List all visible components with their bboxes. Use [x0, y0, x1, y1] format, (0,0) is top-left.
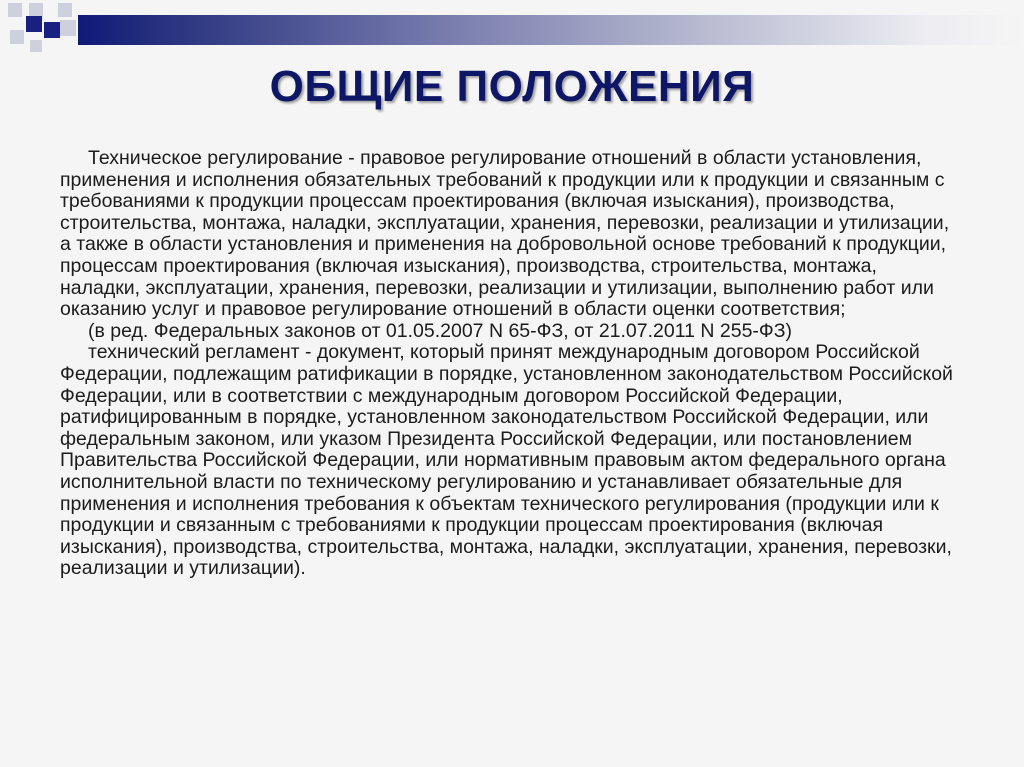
slide-body [60, 148, 960, 580]
header-gradient-band [78, 15, 1024, 45]
decorative-square [60, 20, 76, 36]
decorative-square [44, 22, 60, 38]
decorative-square [10, 30, 24, 44]
paragraph-definition-regulation: Техническое регулирование - правовое регулирование отношений в области установления, применения и исполнения обязательных требований к продукции или к продукции и связанным с требованиями к продукции процессам проектирования (включая изыскания), производства, строительства, монтажа, наладки, эксплуатации, хранения, перевозки, реализации и утилизации, а также в области установления и применения на добровольной основе требований к продукции, процессам проектирования (включая изыскания), производства, строительства, монтажа, наладки, эксплуатации, хранения, перевозки, реализации и утилизации, выполнению работ или оказанию услуг и правовое регулирование отношений в области оценки соответствия; [60, 147, 950, 321]
slide-title: ОБЩИЕ ПОЛОЖЕНИЯ [269, 62, 755, 111]
decorative-square [58, 3, 72, 17]
decorative-square [8, 3, 22, 17]
paragraph-definition-reglament: технический регламент - документ, который принят международным договором Российской Федерации, подлежащим ратификации в порядке, установленном законодательством Российской Федерации, или в соответствии с международным договором Российской Федерации, ратифицированным в порядке, установленном законодательством Российской Федерации, или федеральным законом, или указом Президента Российской Федерации, или постановлением Правительства Российской Федерации, или нормативным правовым актом федерального органа исполнительной власти по техническому регулированию и устанавливает обязательные для применения и исполнения требования к объектам технического регулирования (продукции или к продукции и связанным с требованиями к продукции процессам проектирования (включая изыскания), производства, строительства, монтажа, наладки, эксплуатации, хранения, перевозки, реализации и утилизации). [60, 341, 953, 580]
paragraph-amendment-note: (в ред. Федеральных законов от 01.05.2007 N 65-ФЗ, от 21.07.2011 N 255-ФЗ) [88, 319, 793, 342]
decorative-square [29, 3, 43, 17]
decorative-square [26, 16, 42, 32]
decorative-square [30, 40, 42, 52]
